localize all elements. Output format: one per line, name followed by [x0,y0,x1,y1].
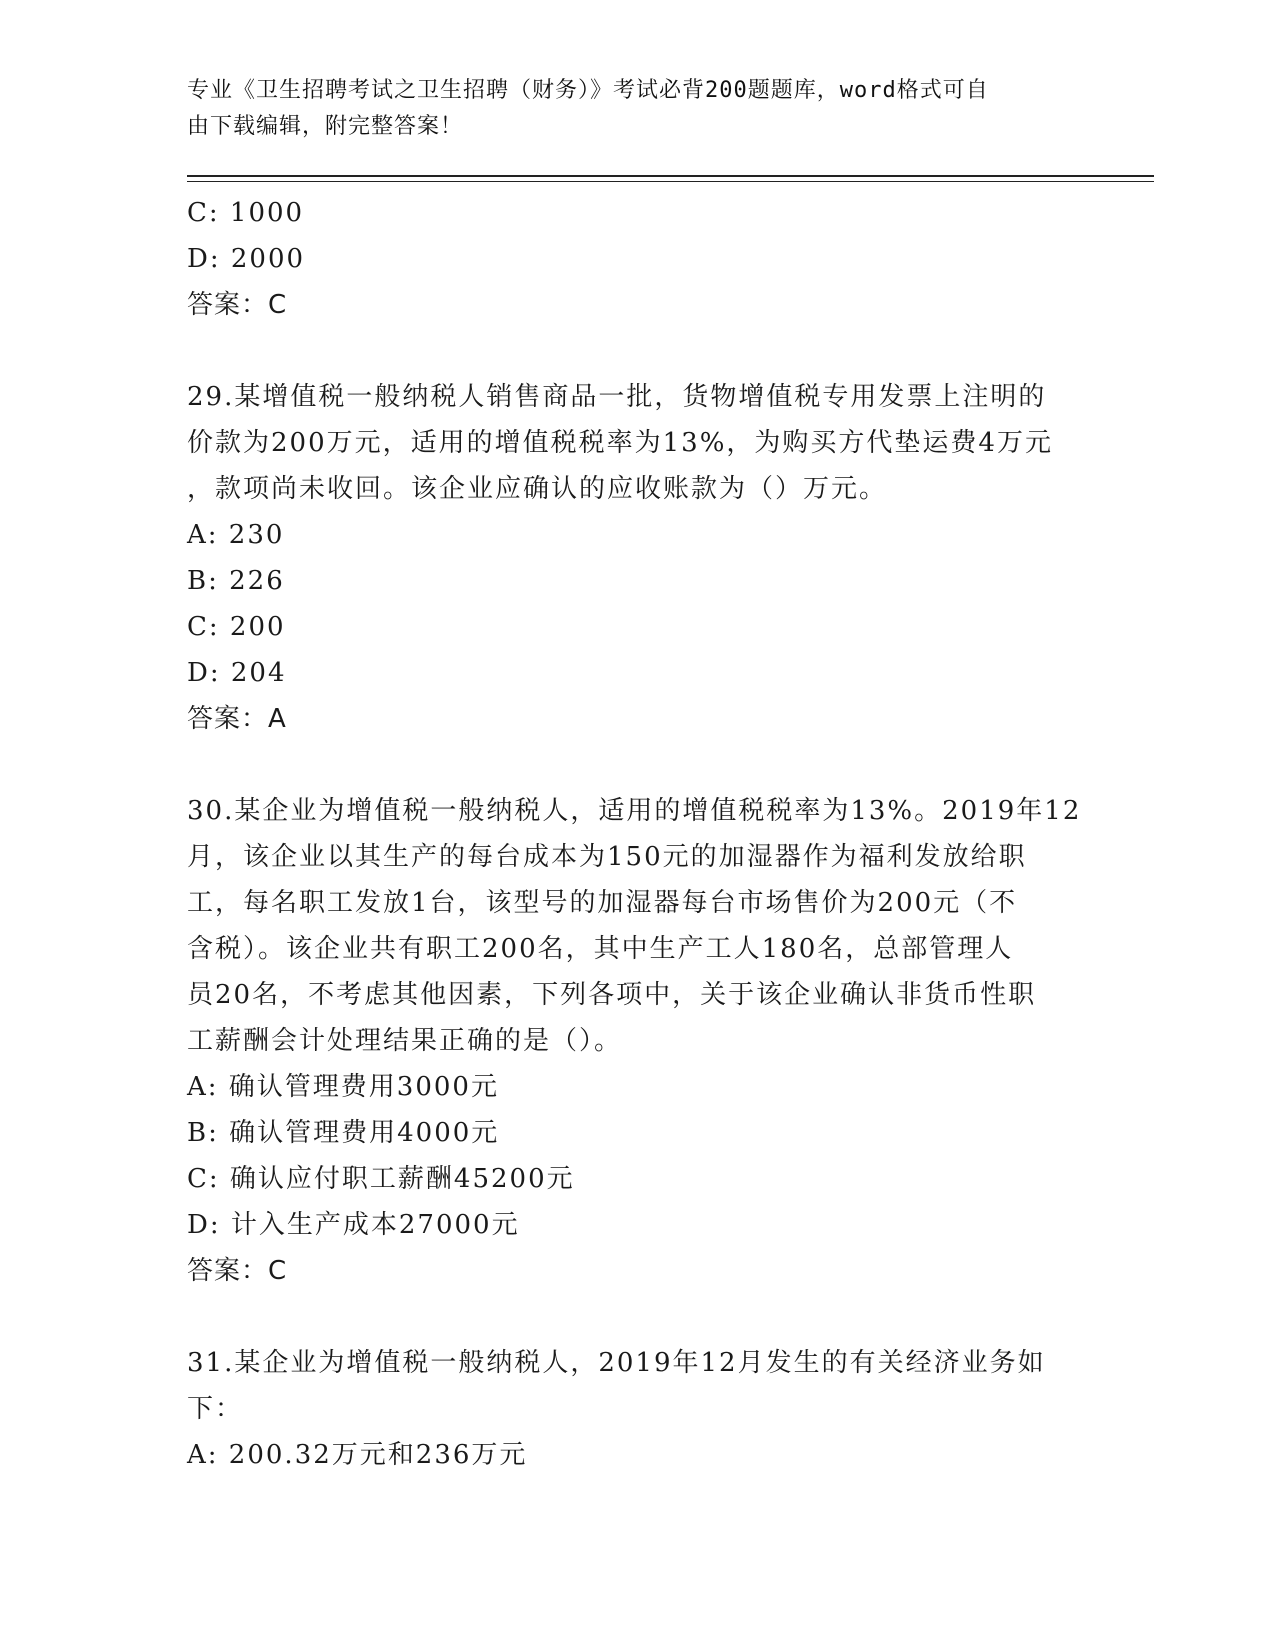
question-stem-line: ，款项尚未收回。该企业应确认的应收账款为（）万元。 [187,474,888,504]
question-stem-line: 29.某增值税一般纳税人销售商品一批，货物增值税专用发票上注明的 [187,382,1047,412]
option-c: C: 1000 [187,198,305,228]
option-d: D: 204 [187,658,287,688]
answer-line: 答案：A [187,704,287,734]
document-body [187,190,1087,1478]
question-stem-line: 30.某企业为增值税一般纳税人，适用的增值税税率为13%。2019年12 [187,796,1082,826]
option-c: C: 200 [187,612,286,642]
question-29 [187,374,1087,742]
spacer [187,1294,1087,1340]
question-stem-line: 工，每名职工发放1台，该型号的加湿器每台市场售价为200元（不 [187,888,1018,918]
answer-line: 答案：C [187,1256,288,1286]
option-b: B: 226 [187,566,285,596]
document-header [187,73,1077,145]
option-d: D: 2000 [187,244,306,274]
question-28-tail [187,190,1087,328]
question-stem-line: 31.某企业为增值税一般纳税人，2019年12月发生的有关经济业务如 [187,1348,1046,1378]
question-stem-line: 工薪酬会计处理结果正确的是（）。 [187,1026,623,1056]
option-a: A: 230 [187,520,285,550]
option-d: D: 计入生产成本27000元 [187,1210,520,1240]
header-line-1: 专业《卫生招聘考试之卫生招聘（财务）》考试必背200题题库，word格式可自 [187,78,989,103]
question-stem-line: 下： [187,1394,244,1424]
question-30 [187,788,1087,1294]
header-divider-thick [187,175,1154,177]
option-b: B: 确认管理费用4000元 [187,1118,500,1148]
header-line-2: 由下载编辑，附完整答案！ [187,114,464,139]
header-divider-thin [187,181,1154,182]
option-c: C: 确认应付职工薪酬45200元 [187,1164,575,1194]
answer-line: 答案：C [187,290,288,320]
question-stem-line: 含税）。该企业共有职工200名，其中生产工人180名，总部管理人 [187,934,1014,964]
question-stem-line: 员20名，不考虑其他因素，下列各项中，关于该企业确认非货币性职 [187,980,1037,1010]
option-a: A: 确认管理费用3000元 [187,1072,499,1102]
question-stem-line: 价款为200万元，适用的增值税税率为13%，为购买方代垫运费4万元 [187,428,1053,458]
spacer [187,742,1087,788]
spacer [187,328,1087,374]
question-stem-line: 月，该企业以其生产的每台成本为150元的加湿器作为福利发放给职 [187,842,1027,872]
question-31 [187,1340,1087,1478]
option-a: A: 200.32万元和236万元 [187,1440,528,1470]
